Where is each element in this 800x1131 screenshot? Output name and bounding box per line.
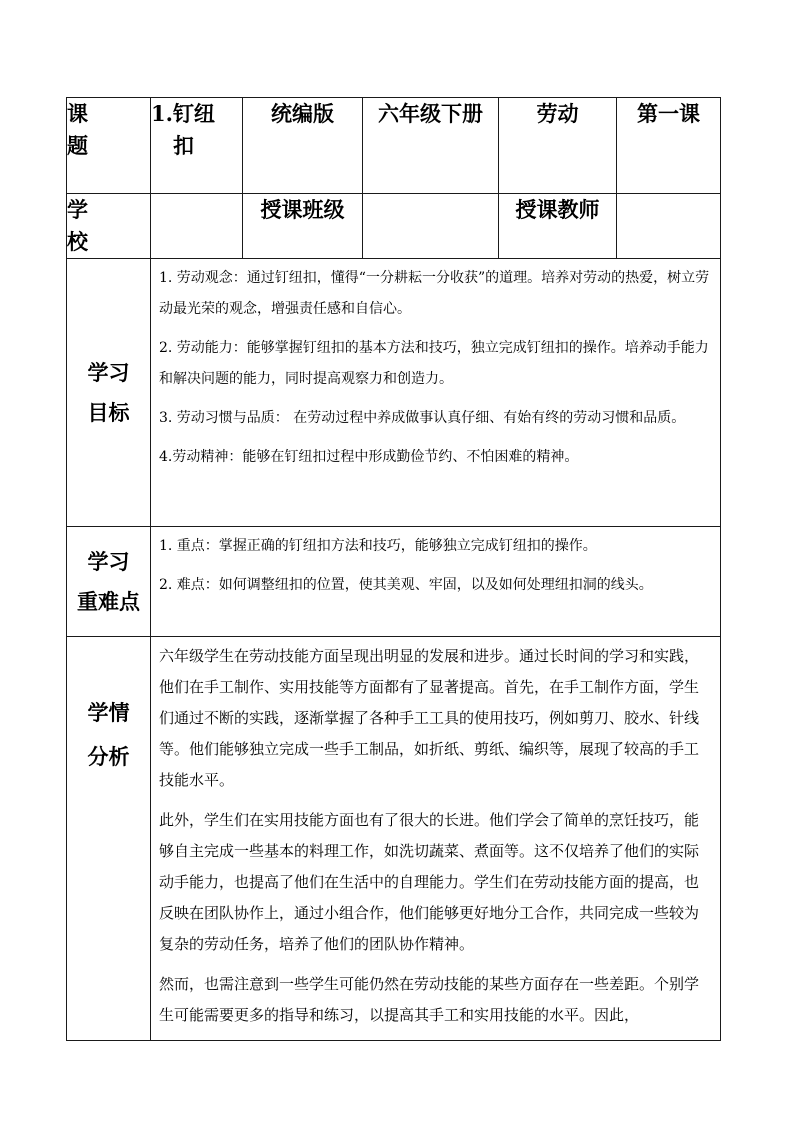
class-label: 授课班级 bbox=[243, 194, 363, 259]
lesson-cell: 第一课 bbox=[617, 98, 721, 194]
key-point-item: 1. 重点：掌握正确的钉纽扣方法和技巧，能够独立完成钉纽扣的操作。 bbox=[159, 538, 597, 554]
key-point-item: 2. 难点：如何调整纽扣的位置，使其美观、牢固，以及如何处理纽扣洞的线头。 bbox=[159, 577, 653, 593]
topic-value bbox=[151, 98, 243, 194]
key-points-label-line2: 重难点 bbox=[77, 588, 140, 614]
objectives-label-line1: 学习 bbox=[87, 359, 130, 385]
objective-item: 1. 劳动观念：通过钉纽扣，懂得“一分耕耘一分收获”的道理。培养对劳动的热爱，树立劳动最光荣的观念，增强责任感和自信心。 bbox=[159, 270, 710, 317]
objective-item: 2. 劳动能力：能够掌握钉纽扣的基本方法和技巧，独立完成钉纽扣的操作。培养动手能力和解决问题的能力，同时提高观察力和创造力。 bbox=[159, 340, 709, 387]
lesson-plan-table bbox=[66, 97, 721, 1041]
key-points-content bbox=[151, 527, 721, 637]
analysis-label-line2: 分析 bbox=[87, 744, 130, 769]
key-points-label bbox=[67, 527, 151, 637]
analysis-paragraph: 然而，也需注意到一些学生可能仍然在劳动技能的某些方面存在一些差距。个别学生可能需要更多的指导和练习，以提高其手工和实用技能的水平。因此， bbox=[159, 975, 700, 1024]
analysis-label-line1: 学情 bbox=[87, 700, 130, 725]
info-row bbox=[67, 194, 721, 259]
objective-item: 4.劳动精神：能够在钉纽扣过程中形成勤俭节约、不怕困难的精神。 bbox=[159, 449, 579, 465]
class-value bbox=[363, 194, 499, 259]
topic-label: 课 题 bbox=[67, 98, 151, 194]
objectives-label bbox=[67, 259, 151, 527]
analysis-content bbox=[151, 637, 721, 1041]
teacher-value bbox=[617, 194, 721, 259]
objective-item: 3. 劳动习惯与品质： 在劳动过程中养成做事认真仔细、有始有终的劳动习惯和品质。 bbox=[159, 410, 686, 426]
analysis-paragraph: 此外，学生们在实用技能方面也有了很大的长进。他们学会了简单的烹饪技巧，能够自主完成一些基本的料理工作，如洗切蔬菜、煮面等。这不仅培养了他们的实际动手能力，也提高了他们在生活中的自理能力。学生们在劳动技能方面的提高，也反映在团队协作上，通过小组合作，他们能够更好地分工合作，共同完成一些较为复杂的劳动任务，培养了他们的团队协作精神。 bbox=[159, 811, 700, 953]
teacher-label: 授课教师 bbox=[499, 194, 617, 259]
analysis-paragraph: 六年级学生在劳动技能方面呈现出明显的发展和进步。通过长时间的学习和实践，他们在手工制作、实用技能等方面都有了显著提高。首先，在手工制作方面，学生们通过不断的实践，逐渐掌握了各种手工工具的使用技巧，例如剪刀、胶水、针线等。他们能够独立完成一些手工制品，如折纸、剪纸、编织等，展现了较高的手工技能水平。 bbox=[159, 647, 700, 789]
grade-cell: 六年级下册 bbox=[363, 98, 499, 194]
header-row bbox=[67, 98, 721, 194]
objectives-label-line2: 目标 bbox=[87, 399, 130, 425]
objectives-row bbox=[67, 259, 721, 527]
key-points-label-line1: 学习 bbox=[87, 548, 130, 574]
analysis-label bbox=[67, 637, 151, 1041]
topic-value-line1: 1.钉纽 bbox=[151, 101, 215, 126]
topic-value-line2: 扣 bbox=[173, 133, 194, 158]
key-points-row bbox=[67, 527, 721, 637]
analysis-row bbox=[67, 637, 721, 1041]
school-label: 学 校 bbox=[67, 194, 151, 259]
subject-cell: 劳动 bbox=[499, 98, 617, 194]
school-value bbox=[151, 194, 243, 259]
edition-cell: 统编版 bbox=[243, 98, 363, 194]
objectives-content bbox=[151, 259, 721, 527]
